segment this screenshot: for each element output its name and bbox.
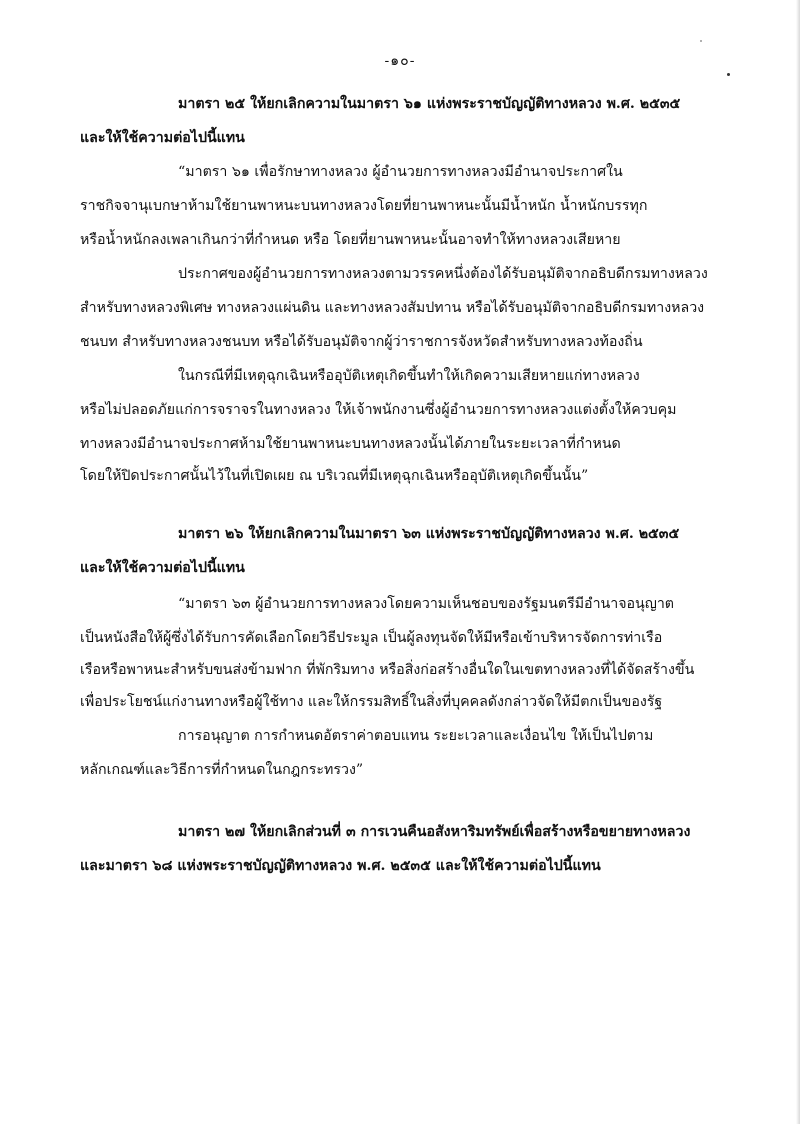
section-26-heading-cont: และให้ใช้ความต่อไปนี้แทน (80, 560, 245, 576)
section-26-text-line: เรือหรือพาหนะสำหรับขนส่งข้ามฟาก ที่พักริมทาง หรือสิ่งก่อสร้างอื่นใดในเขตทางหลวงที่ได้จัดสร้างขึ้น (80, 662, 695, 678)
section-25-text-line: ราชกิจจานุเบกษาห้ามใช้ยานพาหนะบนทางหลวงโดยที่ยานพาหนะนั้นมีน้ำหนัก น้ำหนักบรรทุก (80, 198, 648, 214)
section-26-text-line: “มาตรา ๖๓ ผู้อำนวยการทางหลวงโดยความเห็นชอบของรัฐมนตรีมีอำนาจอนุญาต (178, 596, 675, 612)
page-number: -๑๐- (384, 53, 416, 69)
section-25-heading-cont: และให้ใช้ความต่อไปนี้แทน (80, 130, 245, 146)
section-26-text-line: เป็นหนังสือให้ผู้ซึ่งได้รับการคัดเลือกโดยวิธีประมูล เป็นผู้ลงทุนจัดให้มีหรือเข้าบริหารจัดการท่าเรือ (80, 630, 663, 646)
section-26-text-line: การอนุญาต การกำหนดอัตราค่าตอบแทน ระยะเวลาและเงื่อนไข ให้เป็นไปตาม (178, 728, 654, 744)
section-25-heading: มาตรา ๒๕ ให้ยกเลิกความในมาตรา ๖๑ แห่งพระราชบัญญัติทางหลวง พ.ศ. ๒๕๓๕ (178, 96, 681, 112)
section-25-text-line: “มาตรา ๖๑ เพื่อรักษาทางหลวง ผู้อำนวยการทางหลวงมีอำนาจประกาศใน (178, 164, 623, 180)
scan-speck (700, 40, 702, 42)
section-25-text-line: โดยให้ปิดประกาศนั้นไว้ในที่เปิดเผย ณ บริเวณที่มีเหตุฉุกเฉินหรืออุบัติเหตุเกิดขึ้นนั้น” (80, 468, 589, 484)
section-25-text-line: หรือน้ำหนักลงเพลาเกินกว่าที่กำหนด หรือ โดยที่ยานพาหนะนั้นอาจทำให้ทางหลวงเสียหาย (80, 232, 621, 248)
section-27-heading: มาตรา ๒๗ ให้ยกเลิกส่วนที่ ๓ การเวนคืนอสังหาริมทรัพย์เพื่อสร้างหรือขยายทางหลวง (178, 824, 691, 840)
section-25-text-line: สำหรับทางหลวงพิเศษ ทางหลวงแผ่นดิน และทางหลวงสัมปทาน หรือได้รับอนุมัติจากอธิบดีกรมทางหลวง (80, 300, 705, 316)
scan-speck (727, 73, 730, 76)
scan-edge (796, 0, 800, 1124)
section-25-text-line: หรือไม่ปลอดภัยแก่การจราจรในทางหลวง ให้เจ้าพนักงานซึ่งผู้อำนวยการทางหลวงแต่งตั้งให้ควบคุม (80, 402, 677, 418)
section-26-heading: มาตรา ๒๖ ให้ยกเลิกความในมาตรา ๖๓ แห่งพระราชบัญญัติทางหลวง พ.ศ. ๒๕๓๕ (178, 526, 680, 542)
section-26-text-line: เพื่อประโยชน์แก่งานทางหรือผู้ใช้ทาง และให้กรรมสิทธิ์ในสิ่งที่บุคคลดังกล่าวจัดให้มีตกเป็นของรัฐ (80, 694, 663, 710)
section-25-text-line: ทางหลวงมีอำนาจประกาศห้ามใช้ยานพาหนะบนทางหลวงนั้นได้ภายในระยะเวลาที่กำหนด (80, 436, 621, 452)
section-26-text-line: หลักเกณฑ์และวิธีการที่กำหนดในกฎกระทรวง” (80, 762, 364, 778)
section-25-text-line: ประกาศของผู้อำนวยการทางหลวงตามวรรคหนึ่งต้องได้รับอนุมัติจากอธิบดีกรมทางหลวง (178, 266, 708, 282)
section-27-heading-cont: และมาตรา ๖๘ แห่งพระราชบัญญัติทางหลวง พ.ศ. ๒๕๓๕ และให้ใช้ความต่อไปนี้แทน (80, 858, 601, 874)
section-25-text-line: ชนบท สำหรับทางหลวงชนบท หรือได้รับอนุมัติจากผู้ว่าราชการจังหวัดสำหรับทางหลวงท้องถิ่น (80, 334, 643, 350)
section-25-text-line: ในกรณีที่มีเหตุฉุกเฉินหรืออุบัติเหตุเกิดขึ้นทำให้เกิดความเสียหายแก่ทางหลวง (178, 368, 640, 384)
